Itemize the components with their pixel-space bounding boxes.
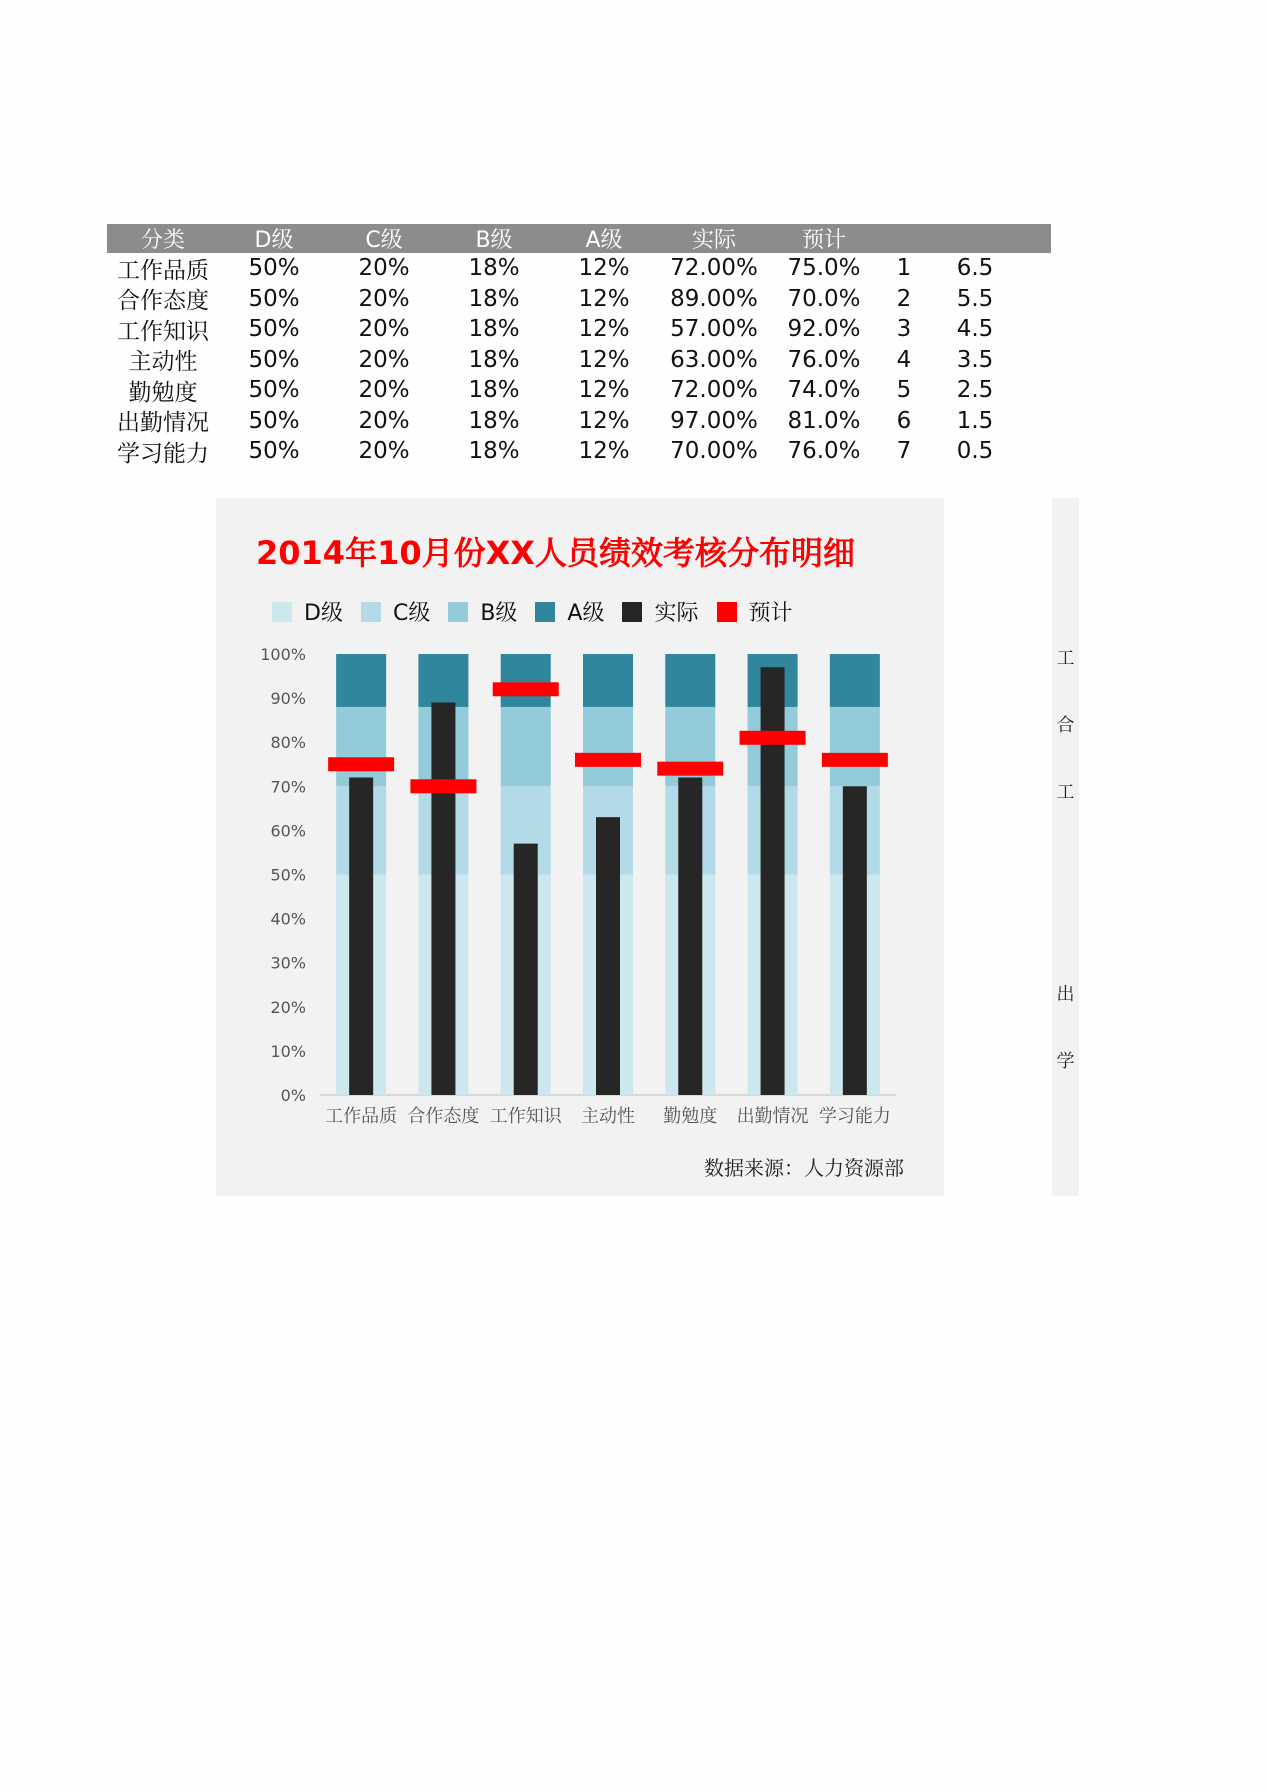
header-cell: C级 [365, 228, 403, 253]
y-tick-label: 100% [260, 645, 306, 664]
actual-bar [431, 703, 455, 1095]
table-cell: 72.00% [670, 377, 758, 404]
table-cell: 12% [578, 285, 630, 312]
actual-bar [349, 777, 373, 1095]
table-cell: 92.0% [787, 316, 861, 343]
band-a-bar [665, 654, 715, 707]
table-cell: 50% [248, 407, 300, 434]
table-cell: 1 [896, 255, 912, 282]
table-cell: 20% [358, 407, 410, 434]
chart-panel [216, 498, 944, 1196]
table-cell: 57.00% [670, 316, 758, 343]
table-cell: 4 [896, 346, 912, 373]
strip-label: 出 [1056, 984, 1075, 1005]
table-cell: 12% [578, 377, 630, 404]
table-cell: 70.0% [787, 285, 861, 312]
table-header [107, 224, 1051, 253]
legend-label: B级 [480, 601, 518, 626]
table-row [107, 314, 1051, 345]
band-b-bar [501, 707, 551, 786]
table-cell: 2.5 [956, 377, 994, 404]
table-cell: 20% [358, 285, 410, 312]
actual-bar [596, 817, 620, 1095]
table-cell: 20% [358, 438, 410, 465]
table-cell: 12% [578, 407, 630, 434]
header-cell: D级 [254, 228, 294, 253]
table-cell: 75.0% [787, 255, 861, 282]
table-cell: 18% [468, 438, 520, 465]
y-tick-label: 60% [270, 821, 306, 841]
header-cell: B级 [475, 228, 513, 253]
y-tick-label: 20% [270, 997, 306, 1017]
target-marker [493, 682, 559, 696]
target-marker [410, 779, 476, 793]
row-category: 勤勉度 [128, 379, 198, 406]
row-category: 学习能力 [117, 440, 209, 467]
table-cell: 20% [358, 255, 410, 282]
band-b-bar [830, 707, 880, 786]
band-b-bar [336, 707, 386, 786]
table-cell: 18% [468, 285, 520, 312]
x-tick-label: 工作品质 [325, 1106, 398, 1127]
table-cell: 63.00% [670, 346, 758, 373]
table-cell: 20% [358, 316, 410, 343]
row-category: 工作知识 [117, 318, 209, 345]
band-a-bar [501, 654, 551, 707]
table-cell: 6 [896, 407, 912, 434]
header-cell: 预计 [801, 228, 846, 253]
legend-label: C级 [392, 601, 431, 626]
header-cell: A级 [585, 228, 623, 253]
y-tick-label: 70% [270, 777, 306, 797]
band-b-bar [583, 707, 633, 786]
target-marker [740, 731, 806, 745]
table-cell: 76.0% [787, 438, 861, 465]
strip-label: 合 [1056, 715, 1075, 736]
y-tick-label: 30% [270, 953, 306, 973]
table-cell: 20% [358, 346, 410, 373]
table-cell: 2 [896, 285, 912, 312]
band-a-bar [336, 654, 386, 707]
strip-label: 工 [1056, 782, 1075, 803]
x-tick-label: 工作知识 [489, 1106, 562, 1127]
strip-label: 学 [1056, 1051, 1075, 1072]
table-cell: 1.5 [956, 407, 994, 434]
table-cell: 81.0% [787, 407, 861, 434]
table-cell: 50% [248, 285, 300, 312]
data-source: 数据来源：人力资源部 [704, 1156, 904, 1180]
table-body [107, 253, 1051, 467]
chart-plot [216, 498, 944, 1138]
band-a-bar [583, 654, 633, 707]
table-cell: 7 [896, 438, 912, 465]
strip-label: 工 [1056, 648, 1075, 669]
legend-label: D级 [304, 601, 343, 626]
table-row [107, 375, 1051, 406]
table-cell: 50% [248, 346, 300, 373]
row-category: 主动性 [128, 349, 198, 376]
table-cell: 97.00% [670, 407, 758, 434]
table-row [107, 284, 1051, 315]
chart-title: 2014年10月份XX人员绩效考核分布明细 [256, 534, 855, 572]
actual-bar [678, 777, 702, 1095]
y-tick-label: 90% [270, 689, 306, 709]
table-cell: 12% [578, 316, 630, 343]
table-cell: 76.0% [787, 346, 861, 373]
legend-label: 实际 [654, 601, 699, 626]
table-cell: 20% [358, 377, 410, 404]
y-tick-label: 50% [270, 865, 306, 885]
x-tick-label: 主动性 [581, 1106, 635, 1127]
legend-label: 预计 [748, 601, 793, 626]
table-cell: 12% [578, 438, 630, 465]
legend-label: A级 [567, 601, 605, 626]
x-tick-label: 勤勉度 [663, 1106, 718, 1127]
table-row [107, 406, 1051, 437]
y-tick-label: 0% [280, 1086, 306, 1105]
row-category: 出勤情况 [117, 410, 209, 437]
table-cell: 5.5 [956, 285, 994, 312]
table-cell: 12% [578, 255, 630, 282]
table-row [107, 253, 1051, 284]
y-tick-label: 40% [270, 909, 306, 929]
y-tick-label: 80% [270, 733, 306, 753]
table-cell: 74.0% [787, 377, 861, 404]
table-cell: 72.00% [670, 255, 758, 282]
table-cell: 89.00% [670, 285, 758, 312]
table-cell: 12% [578, 346, 630, 373]
table-cell: 18% [468, 377, 520, 404]
table-cell: 3.5 [956, 346, 994, 373]
row-category: 工作品质 [117, 257, 209, 284]
actual-bar [843, 786, 867, 1095]
table-cell: 3 [896, 316, 912, 343]
data-table [107, 224, 1051, 467]
row-category: 合作态度 [117, 288, 209, 315]
table-row [107, 436, 1051, 467]
x-tick-label: 学习能力 [818, 1106, 891, 1127]
header-cell: 分类 [140, 228, 185, 253]
table-cell: 18% [468, 316, 520, 343]
band-a-bar [830, 654, 880, 707]
table-cell: 70.00% [670, 438, 758, 465]
table-cell: 5 [896, 377, 912, 404]
target-marker [822, 753, 888, 767]
x-tick-label: 合作态度 [407, 1106, 480, 1127]
table-cell: 6.5 [956, 255, 994, 282]
table-cell: 4.5 [956, 316, 994, 343]
table-cell: 50% [248, 255, 300, 282]
x-tick-label: 出勤情况 [736, 1106, 809, 1127]
table-cell: 50% [248, 377, 300, 404]
y-tick-label: 10% [270, 1041, 306, 1061]
table-cell: 18% [468, 346, 520, 373]
table-cell: 0.5 [956, 438, 994, 465]
target-marker [657, 762, 723, 776]
target-marker [575, 753, 641, 767]
header-cell: 实际 [691, 228, 736, 253]
table-cell: 50% [248, 316, 300, 343]
actual-bar [514, 844, 538, 1095]
table-row [107, 345, 1051, 376]
band-a-bar [418, 654, 468, 707]
table-cell: 18% [468, 255, 520, 282]
table-cell: 18% [468, 407, 520, 434]
table-cell: 50% [248, 438, 300, 465]
target-marker [328, 757, 394, 771]
partial-chart-strip [1052, 498, 1079, 1196]
